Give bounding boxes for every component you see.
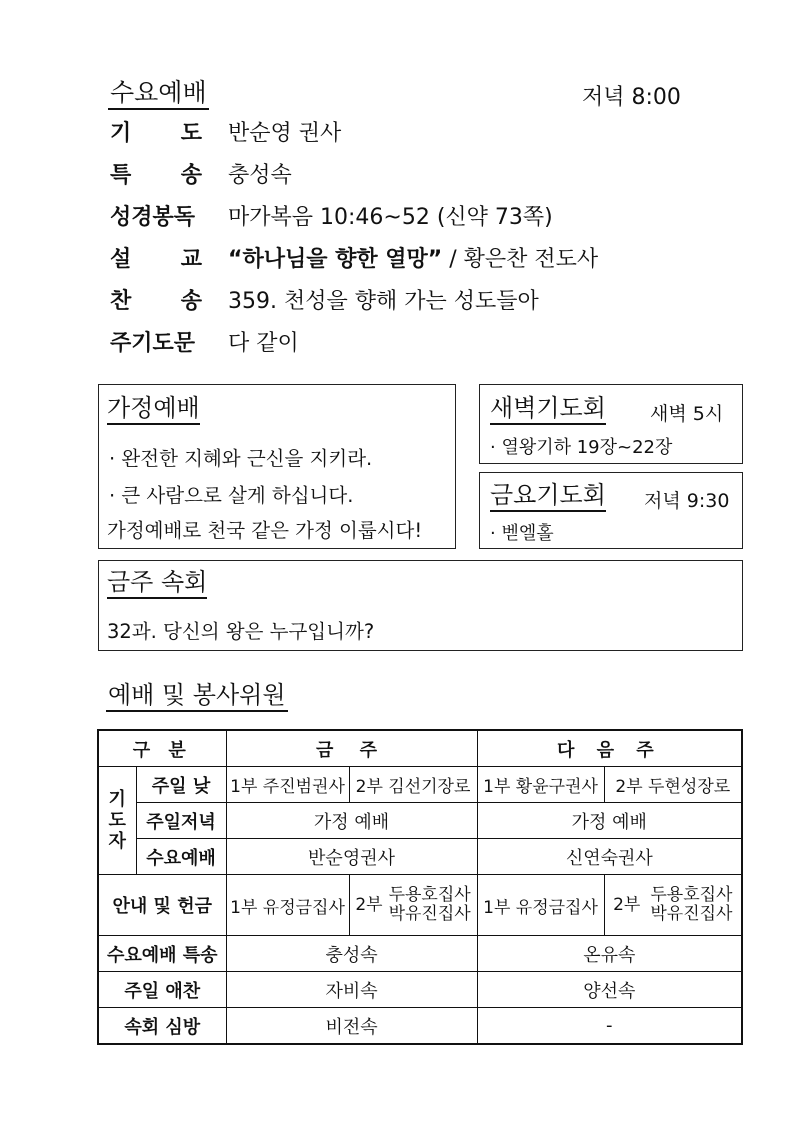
name-line: 박유진집사 bbox=[388, 904, 471, 924]
weekly-meeting-title: 금주 속회 bbox=[107, 567, 207, 599]
row-value: 다 같이 bbox=[228, 331, 299, 356]
home-worship-line-1: · 완전한 지혜와 근신을 지키라. bbox=[109, 447, 373, 470]
wednesday-service-time: 저녁 8:00 bbox=[582, 85, 681, 110]
row-label: 설 교 bbox=[110, 247, 202, 272]
cell-this-1: 1부 유정금집사 bbox=[226, 875, 349, 936]
header-category: 구 분 bbox=[98, 730, 226, 767]
home-worship-line-3: 가정예배로 천국 같은 가정 이룹시다! bbox=[107, 519, 423, 542]
home-worship-title: 가정예배 bbox=[107, 393, 200, 425]
friday-prayer-time: 저녁 9:30 bbox=[644, 490, 730, 512]
cell-next: 가정 예배 bbox=[477, 803, 742, 839]
sermon-title: “하나님을 향한 열망” bbox=[228, 247, 443, 272]
row-label-sunday-choir: 주일 애찬 bbox=[98, 972, 226, 1008]
split-cell bbox=[350, 875, 477, 935]
table-header-row bbox=[98, 730, 742, 767]
prayer-group-char: 자 bbox=[108, 831, 126, 852]
friday-prayer-box bbox=[479, 472, 743, 549]
header-next-week: 다 음 주 bbox=[477, 730, 742, 767]
dawn-prayer-line: · 열왕기하 19장~22장 bbox=[490, 437, 673, 458]
part-names bbox=[650, 886, 732, 924]
cell-this: 충성속 bbox=[226, 936, 477, 972]
row-value: 반순영 권사 bbox=[228, 121, 342, 146]
part-names bbox=[389, 886, 471, 924]
weekly-meeting-box bbox=[98, 560, 743, 651]
friday-prayer-title: 금요기도회 bbox=[490, 480, 606, 512]
cell-next: 온유속 bbox=[477, 936, 742, 972]
prayer-group-char: 기 bbox=[108, 789, 126, 810]
dawn-prayer-box bbox=[479, 384, 743, 464]
part-prefix: 2부 bbox=[355, 894, 383, 915]
row-value: 359. 천성을 향해 가는 성도들아 bbox=[228, 289, 539, 314]
table-row bbox=[98, 839, 742, 875]
row-label: 찬 송 bbox=[110, 289, 202, 314]
row-value: 마가복음 10:46~52 (신약 73쪽) bbox=[228, 205, 553, 230]
row-label-visit: 속회 심방 bbox=[98, 1008, 226, 1045]
sermon-preacher: / 황은찬 전도사 bbox=[442, 247, 599, 272]
table-row bbox=[98, 972, 742, 1008]
prayer-group-label bbox=[98, 767, 136, 875]
row-label: 성경봉독 bbox=[110, 205, 196, 230]
row-label-sunday-evening: 주일저녁 bbox=[136, 803, 226, 839]
cell-this: 자비속 bbox=[226, 972, 477, 1008]
cell-this-2: 2부 김선기장로 bbox=[349, 767, 477, 803]
cell-next-1: 1부 유정금집사 bbox=[477, 875, 604, 936]
row-label-wednesday: 수요예배 bbox=[136, 839, 226, 875]
dawn-prayer-time: 새벽 5시 bbox=[650, 403, 724, 425]
row-label-wed-special: 수요예배 특송 bbox=[98, 936, 226, 972]
cell-next-2 bbox=[604, 875, 742, 936]
wednesday-service-title: 수요예배 bbox=[108, 78, 209, 110]
home-worship-line-2: · 큰 사람으로 살게 하십니다. bbox=[109, 484, 354, 507]
cell-this: 비전속 bbox=[226, 1008, 477, 1045]
home-worship-box bbox=[98, 384, 456, 549]
row-label-sunday-day: 주일 낮 bbox=[136, 767, 226, 803]
cell-this: 반순영권사 bbox=[226, 839, 477, 875]
name-line: 두용호집사 bbox=[650, 885, 733, 905]
committee-table bbox=[97, 729, 743, 1045]
table-row bbox=[98, 803, 742, 839]
row-label: 주기도문 bbox=[110, 331, 196, 356]
dawn-prayer-title: 새벽기도회 bbox=[490, 393, 606, 425]
part-prefix: 2부 bbox=[613, 894, 641, 915]
header-this-week: 금 주 bbox=[226, 730, 477, 767]
table-row bbox=[98, 875, 742, 936]
friday-prayer-line: · 벧엘홀 bbox=[490, 523, 554, 544]
row-value: 충성속 bbox=[228, 163, 292, 188]
committee-title: 예배 및 봉사위원 bbox=[106, 680, 288, 712]
name-line: 두용호집사 bbox=[388, 885, 471, 905]
row-label: 특 송 bbox=[110, 163, 202, 188]
cell-next: 양선속 bbox=[477, 972, 742, 1008]
row-value bbox=[228, 240, 598, 280]
cell-next: - bbox=[477, 1008, 742, 1045]
name-line: 박유진집사 bbox=[650, 904, 733, 924]
prayer-group-char: 도 bbox=[108, 810, 126, 831]
table-row bbox=[98, 767, 742, 803]
cell-this-1: 1부 주진범권사 bbox=[226, 767, 349, 803]
split-cell bbox=[605, 875, 742, 935]
cell-this-2 bbox=[349, 875, 477, 936]
cell-this: 가정 예배 bbox=[226, 803, 477, 839]
table-row bbox=[98, 936, 742, 972]
cell-next-1: 1부 황윤구권사 bbox=[477, 767, 604, 803]
row-label-usher: 안내 및 헌금 bbox=[98, 875, 226, 936]
cell-next-2: 2부 두현성장로 bbox=[604, 767, 742, 803]
weekly-meeting-line: 32과. 당신의 왕은 누구입니까? bbox=[107, 620, 375, 643]
cell-next: 신연숙권사 bbox=[477, 839, 742, 875]
row-label: 기 도 bbox=[110, 121, 202, 146]
table-row bbox=[98, 1008, 742, 1045]
